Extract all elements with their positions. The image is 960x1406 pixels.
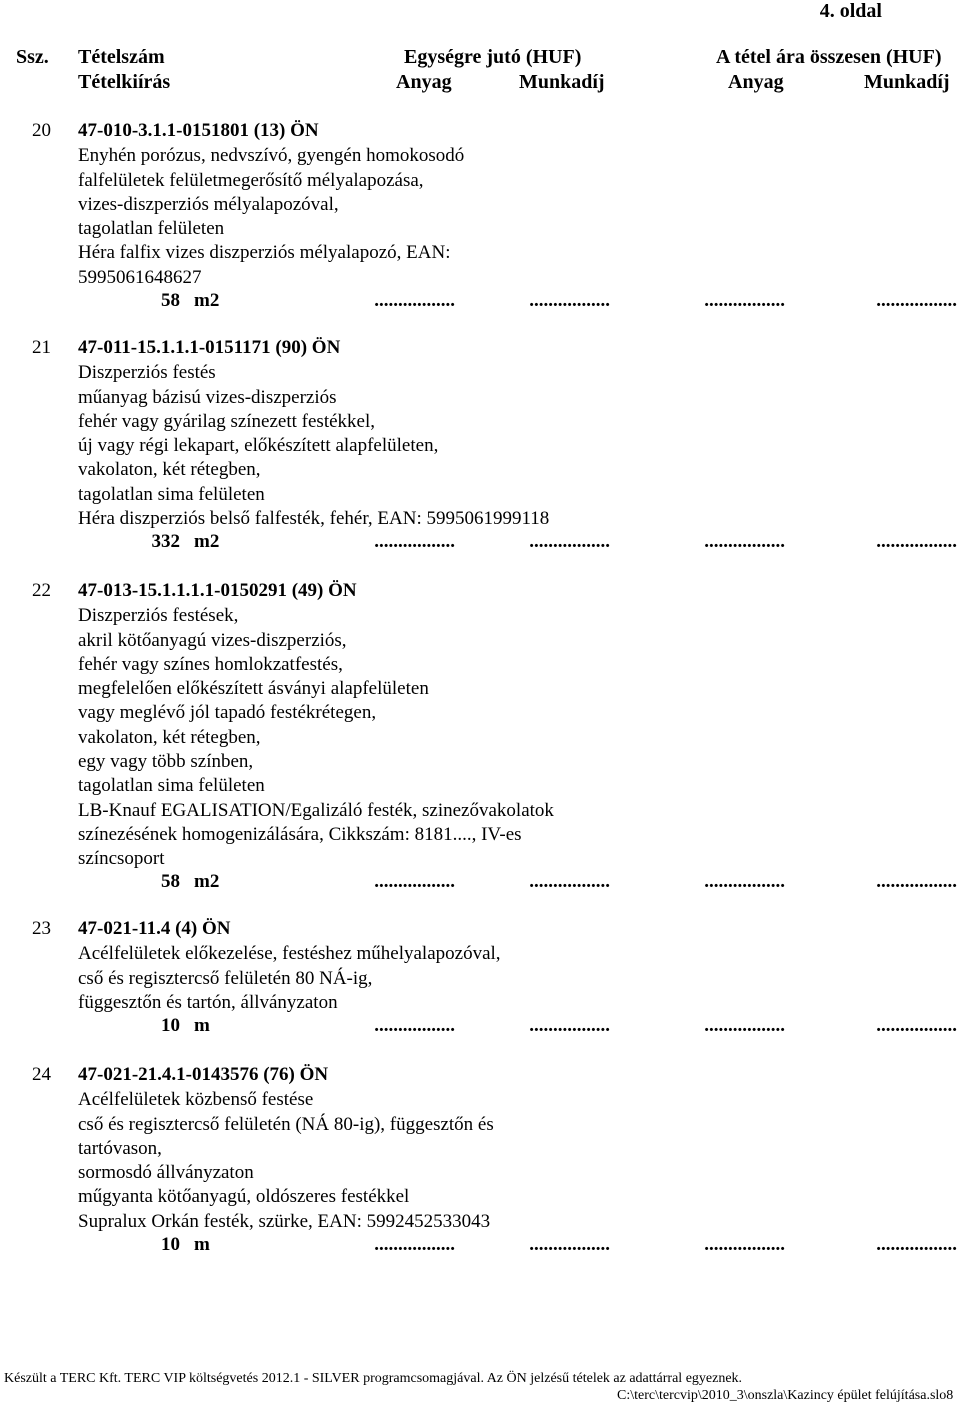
price-placeholder: ................. xyxy=(529,290,610,311)
description-line: akril kötőanyagú vizes-diszperziós, xyxy=(78,629,347,651)
price-placeholder: ................. xyxy=(374,531,455,552)
header-anyag-total: Anyag xyxy=(728,71,784,93)
header-ssz: Ssz. xyxy=(16,46,49,68)
header-osszesen: A tétel ára összesen (HUF) xyxy=(716,46,942,68)
item-description xyxy=(78,942,501,1015)
quantity-row xyxy=(0,290,960,314)
unit: m2 xyxy=(194,871,220,892)
price-placeholder: ................. xyxy=(529,1015,610,1036)
unit: m2 xyxy=(194,290,220,311)
description-line: tagolatlan sima felületen xyxy=(78,483,265,505)
unit: m2 xyxy=(194,531,220,552)
description-line: színezésének homogenizálására, Cikkszám: 8181...., IV-es xyxy=(78,823,522,845)
item-number: 21 xyxy=(32,337,51,358)
description-line: tagolatlan sima felületen xyxy=(78,775,265,797)
description-line: új vagy régi lekapart, előkészített alapfelületen, xyxy=(78,435,439,457)
item-code: 47-021-11.4 (4) ÖN xyxy=(78,918,231,939)
item-number: 24 xyxy=(32,1064,51,1085)
description-line: vizes-diszperziós mélyalapozóval, xyxy=(78,193,339,215)
item-number: 20 xyxy=(32,120,51,141)
item-description xyxy=(78,1088,494,1234)
item-description xyxy=(78,361,549,531)
price-placeholder: ................. xyxy=(876,1015,957,1036)
price-placeholder: ................. xyxy=(704,871,785,892)
price-placeholder: ................. xyxy=(529,1234,610,1255)
description-line: fehér vagy színes homlokzatfestés, xyxy=(78,653,343,675)
description-line: LB-Knauf EGALISATION/Egalizáló festék, szinezővakolatok xyxy=(78,799,554,821)
price-placeholder: ................. xyxy=(704,531,785,552)
quantity-row xyxy=(0,1015,960,1039)
description-line: cső és regisztercső felületén 80 NÁ-ig, xyxy=(78,967,373,989)
price-placeholder: ................. xyxy=(704,1234,785,1255)
item-number: 22 xyxy=(32,580,51,601)
description-line: tagolatlan felületen xyxy=(78,218,225,240)
item-code: 47-021-21.4.1-0143576 (76) ÖN xyxy=(78,1064,329,1085)
description-line: Héra falfix vizes diszperziós mélyalapozó, EAN: xyxy=(78,242,451,264)
description-line: falfelületek felületmegerősítő mélyalapozása, xyxy=(78,169,424,191)
description-line: függesztőn és tartón, állványzaton xyxy=(78,991,338,1013)
price-placeholder: ................. xyxy=(374,290,455,311)
description-line: tartóvason, xyxy=(78,1137,162,1159)
header-egysegre: Egységre jutó (HUF) xyxy=(404,46,582,68)
unit: m xyxy=(194,1015,210,1036)
description-line: 5995061648627 xyxy=(78,266,202,288)
price-placeholder: ................. xyxy=(876,1234,957,1255)
description-line: vakolaton, két rétegben, xyxy=(78,726,261,748)
description-line: vagy meglévő jól tapadó festékrétegen, xyxy=(78,702,377,724)
quantity: 58 xyxy=(161,871,180,892)
quantity-row xyxy=(0,871,960,895)
footer-note: Készült a TERC Kft. TERC VIP költségvetés 2012.1 - SILVER programcsomagjával. Az ÖN jelzésű tételek az adattárral egyeznek. xyxy=(4,1371,743,1386)
description-line: Diszperziós festések, xyxy=(78,605,239,627)
quantity-row xyxy=(0,531,960,555)
price-placeholder: ................. xyxy=(529,531,610,552)
description-line: Acélfelületek közbenső festése xyxy=(78,1089,314,1111)
header-tetelszam: Tételszám xyxy=(78,46,165,68)
item-description xyxy=(78,604,554,871)
price-placeholder: ................. xyxy=(876,290,957,311)
item-number: 23 xyxy=(32,918,51,939)
header-anyag-unit: Anyag xyxy=(396,71,452,93)
description-line: műgyanta kötőanyagú, oldószeres festékkel xyxy=(78,1186,410,1208)
description-line: sormosdó állványzaton xyxy=(78,1162,254,1184)
price-placeholder: ................. xyxy=(374,1015,455,1036)
item-code: 47-011-15.1.1.1-0151171 (90) ÖN xyxy=(78,337,341,358)
item-code: 47-010-3.1.1-0151801 (13) ÖN xyxy=(78,120,319,141)
description-line: fehér vagy gyárilag színezett festékkel, xyxy=(78,410,375,432)
quantity: 10 xyxy=(161,1234,180,1255)
header-munkadij-unit: Munkadíj xyxy=(519,71,605,93)
description-line: Diszperziós festés xyxy=(78,362,216,384)
price-placeholder: ................. xyxy=(876,871,957,892)
quantity: 332 xyxy=(151,531,180,552)
item-code: 47-013-15.1.1.1.1-0150291 (49) ÖN xyxy=(78,580,357,601)
description-line: színcsoport xyxy=(78,848,165,870)
footer-filepath: C:\terc\tercvip\2010_3\onszla\Kazincy épület felújítása.slo8 xyxy=(617,1388,954,1403)
item-description xyxy=(78,144,464,290)
header-tetelkiiras: Tételkiírás xyxy=(78,71,171,93)
price-placeholder: ................. xyxy=(374,1234,455,1255)
quantity-row xyxy=(0,1234,960,1258)
header-munkadij-total: Munkadíj xyxy=(864,71,950,93)
price-placeholder: ................. xyxy=(704,1015,785,1036)
description-line: egy vagy több színben, xyxy=(78,751,254,773)
price-placeholder: ................. xyxy=(876,531,957,552)
description-line: Enyhén porózus, nedvszívó, gyengén homokosodó xyxy=(78,145,465,167)
price-placeholder: ................. xyxy=(374,871,455,892)
price-placeholder: ................. xyxy=(704,290,785,311)
description-line: cső és regisztercső felületén (NÁ 80-ig), függesztőn és xyxy=(78,1113,494,1135)
price-placeholder: ................. xyxy=(529,871,610,892)
description-line: Héra diszperziós belső falfesték, fehér, EAN: 5995061999118 xyxy=(78,508,550,530)
description-line: megfelelően előkészített ásványi alapfelületen xyxy=(78,678,429,700)
quantity: 10 xyxy=(161,1015,180,1036)
unit: m xyxy=(194,1234,210,1255)
description-line: vakolaton, két rétegben, xyxy=(78,459,261,481)
description-line: Supralux Orkán festék, szürke, EAN: 5992452533043 xyxy=(78,1210,491,1232)
description-line: műanyag bázisú vizes-diszperziós xyxy=(78,386,337,408)
quantity: 58 xyxy=(161,290,180,311)
description-line: Acélfelületek előkezelése, festéshez műhelyalapozóval, xyxy=(78,943,501,965)
page-number: 4. oldal xyxy=(819,0,882,22)
